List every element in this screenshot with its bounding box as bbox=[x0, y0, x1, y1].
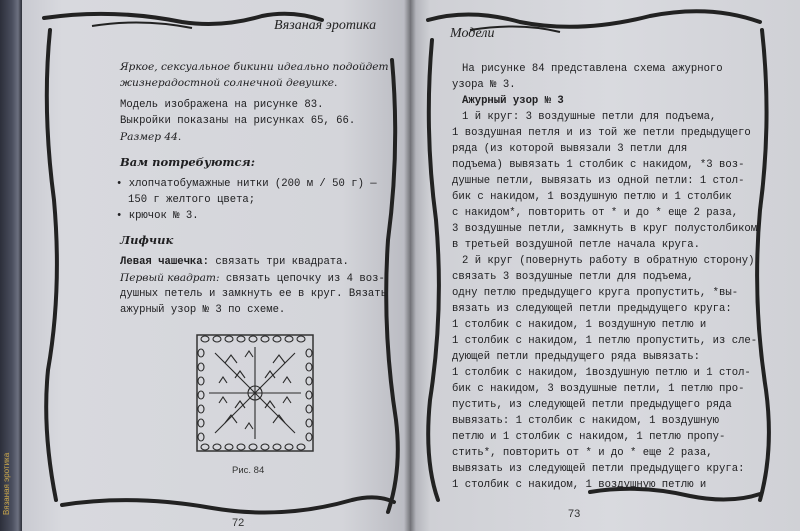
materials-item-1-cont: 150 г желтого цвета; bbox=[128, 194, 256, 206]
body-line-22: пустить, из следующей петли предыдущего ряда bbox=[452, 399, 732, 411]
para-line-1: душных петель и замкнуть ее в круг. Вязать bbox=[120, 288, 388, 300]
body-line-11: 3 воздушные петли, замкнуть в круг полустолбиком bbox=[452, 223, 758, 235]
left-running-header: Вязаная эротика bbox=[274, 18, 377, 33]
materials-item-2-text: крючок № 3. bbox=[128, 210, 199, 222]
right-running-header: Модели bbox=[450, 26, 495, 41]
materials-item-1: • хлопчатобумажные нитки (200 м / 50 г) — bbox=[116, 178, 377, 190]
body-line-9: бик с накидом, 1 воздушную петлю и 1 столбик bbox=[452, 191, 732, 203]
right-page-number: 73 bbox=[568, 508, 581, 520]
body-line-14: связать 3 воздушные петли для подъема, bbox=[452, 271, 694, 283]
body-line-17: 1 столбик с накидом, 1 воздушную петлю и bbox=[452, 319, 707, 331]
materials-item-1-text: хлопчатобумажные нитки (200 м / 50 г) — bbox=[128, 178, 377, 190]
body-line-6: ряда (из которой вывязали 3 петли для bbox=[452, 143, 688, 155]
body-line-13: 2 й круг (повернуть работу в обратную сторону): bbox=[462, 255, 761, 267]
body-line-5: 1 воздушная петля и из той же петли предыдущего bbox=[452, 127, 751, 139]
subheading-label: Левая чашечка: bbox=[120, 256, 210, 268]
left-page-number: 72 bbox=[232, 517, 245, 529]
body-line-24: петлю и 1 столбик с накидом, 1 петлю пропу- bbox=[452, 431, 726, 443]
body-line-10: с накидом*, повторить от * и до * еще 2 раза, bbox=[452, 207, 739, 219]
body-line-1: На рисунке 84 представлена схема ажурного bbox=[462, 63, 723, 75]
spine-label: Вязаная эротика bbox=[2, 452, 11, 515]
pattern-heading: Ажурный узор № 3 bbox=[462, 95, 564, 107]
materials-heading: Вам потребуются: bbox=[120, 155, 255, 169]
model-line-1: Модель изображена на рисунке 83. bbox=[120, 99, 324, 111]
body-line-21: бик с накидом, 3 воздушные петли, 1 петлю про- bbox=[452, 383, 745, 395]
body-line-15: одну петлю предыдущего круга пропустить, *вы- bbox=[452, 287, 739, 299]
model-line-2: Выкройки показаны на рисунках 65, 66. bbox=[120, 115, 356, 127]
body-line-25: стить*, повторить от * и до * еще 2 раза, bbox=[452, 447, 713, 459]
right-page bbox=[410, 0, 800, 531]
subheading-rest: связать три квадрата. bbox=[209, 256, 349, 268]
body-line-18: 1 столбик с накидом, 1 петлю пропустить, из сле- bbox=[452, 335, 758, 347]
body-line-19: дующей петли предыдущего ряда вывязать: bbox=[452, 351, 700, 363]
body-line-2: узора № 3. bbox=[452, 79, 516, 91]
body-line-20: 1 столбик с накидом, 1воздушную петлю и 1 стол- bbox=[452, 367, 751, 379]
body-line-12: в третьей воздушной петле начала круга. bbox=[452, 239, 700, 251]
size-line: Размер 44. bbox=[120, 131, 182, 143]
para-line-2: ажурный узор № 3 по схеме. bbox=[120, 304, 286, 316]
intro-line-2: жизнерадостной солнечной девушке. bbox=[120, 77, 338, 89]
subheading-line bbox=[120, 255, 349, 270]
body-line-23: вывязать: 1 столбик с накидом, 1 воздушную bbox=[452, 415, 720, 427]
book-gutter bbox=[404, 0, 416, 531]
body-line-26: вывязать из следующей петли предыдущего круга: bbox=[452, 463, 745, 475]
crochet-chart-figure bbox=[195, 333, 315, 453]
materials-item-2: • крючок № 3. bbox=[116, 210, 199, 222]
figure-caption: Рис. 84 bbox=[232, 465, 265, 476]
body-line-16: вязать из следующей петли предыдущего круга: bbox=[452, 303, 732, 315]
section-heading: Лифчик bbox=[120, 233, 174, 247]
body-line-7: подъема) вывязать 1 столбик с накидом, *3 воз- bbox=[452, 159, 745, 171]
body-line-27: 1 столбик с накидом, 1 воздушную петлю и bbox=[452, 479, 707, 491]
body-line-4: 1 й круг: 3 воздушные петли для подъема, bbox=[462, 111, 717, 123]
left-page bbox=[22, 0, 410, 531]
first-square-rest: связать цепочку из 4 воз- bbox=[219, 273, 385, 285]
intro-line-1: Яркое, сексуальное бикини идеально подойдет bbox=[120, 61, 389, 73]
first-square-label: Первый квадрат: bbox=[120, 272, 220, 284]
first-square-line bbox=[120, 271, 385, 287]
body-line-8: душные петли, вывязать из одной петли: 1 стол- bbox=[452, 175, 745, 187]
